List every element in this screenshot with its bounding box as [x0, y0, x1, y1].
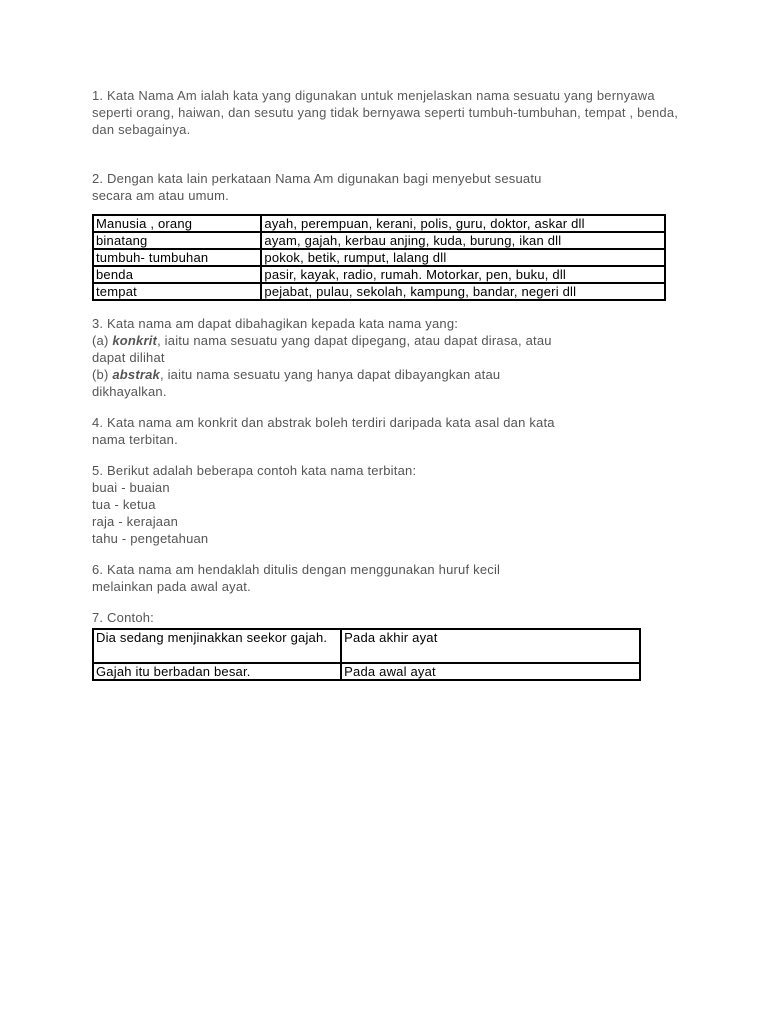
table-cell-category: tempat — [93, 283, 261, 300]
table-row — [93, 232, 665, 249]
paragraph-3b-line-2: dikhayalkan. — [92, 384, 167, 399]
paragraph-2-line-2: secara am atau umum. — [92, 188, 229, 203]
paragraph-3a — [92, 332, 682, 349]
term-abstrak: abstrak — [112, 367, 160, 382]
table-cell-examples: ayam, gajah, kerbau anjing, kuda, burung, ikan dll — [261, 232, 665, 249]
table-cell-category: Manusia , orang — [93, 215, 261, 232]
table-cell-examples: pokok, betik, rumput, lalang dll — [261, 249, 665, 266]
table-cell-category: binatang — [93, 232, 261, 249]
table-row — [93, 283, 665, 300]
paragraph-1: 1. Kata Nama Am ialah kata yang digunakan untuk menjelaskan nama sesuatu yang bernyawa seperti orang, haiwan, dan sesutu yang tidak bernyawa seperti tumbuh-tumbuhan, tempat , benda, dan sebagainya. — [92, 88, 679, 137]
example-word-2: tua - ketua — [92, 497, 156, 512]
noun-category-table — [92, 214, 666, 301]
table-cell-category: tumbuh- tumbuhan — [93, 249, 261, 266]
paragraph-4-line-2: nama terbitan. — [92, 432, 178, 447]
paragraph-4-line-1: 4. Kata nama am konkrit dan abstrak boleh terdiri daripada kata asal dan kata — [92, 415, 555, 430]
table-cell-examples: pasir, kayak, radio, rumah. Motorkar, pen, buku, dll — [261, 266, 665, 283]
table-cell-note: Pada akhir ayat — [341, 629, 640, 663]
paragraph-3a-rest: , iaitu nama sesuatu yang dapat dipegang, atau dapat dirasa, atau — [157, 333, 552, 348]
paragraph-2-line-1: 2. Dengan kata lain perkataan Nama Am digunakan bagi menyebut sesuatu — [92, 171, 542, 186]
example-word-4: tahu - pengetahuan — [92, 531, 209, 546]
table-cell-sentence: Gajah itu berbadan besar. — [93, 663, 341, 680]
example-word-1: buai - buaian — [92, 480, 170, 495]
paragraph-6-line-1: 6. Kata nama am hendaklah ditulis dengan menggunakan huruf kecil — [92, 562, 501, 577]
table-row — [93, 266, 665, 283]
table-row — [93, 249, 665, 266]
table-cell-note: Pada awal ayat — [341, 663, 640, 680]
table-cell-category: benda — [93, 266, 261, 283]
table-cell-examples: pejabat, pulau, sekolah, kampung, bandar, negeri dll — [261, 283, 665, 300]
paragraph-3a-prefix: (a) — [92, 333, 113, 348]
paragraph-3b — [92, 366, 682, 383]
paragraph-3b-prefix: (b) — [92, 367, 113, 382]
table-cell-examples: ayah, perempuan, kerani, polis, guru, doktor, askar dll — [261, 215, 665, 232]
table-row — [93, 663, 640, 680]
table-cell-sentence: Dia sedang menjinakkan seekor gajah. — [93, 629, 341, 663]
paragraph-6-line-2: melainkan pada awal ayat. — [92, 579, 251, 594]
paragraph-7: 7. Contoh: — [92, 610, 154, 625]
paragraph-3b-rest: , iaitu nama sesuatu yang hanya dapat dibayangkan atau — [159, 367, 501, 382]
document-page — [92, 87, 682, 681]
paragraph-5-line-1: 5. Berikut adalah beberapa contoh kata nama terbitan: — [92, 463, 417, 478]
table-row — [93, 215, 665, 232]
paragraph-3a-line-2: dapat dilihat — [92, 350, 165, 365]
paragraph-3-line-1: 3. Kata nama am dapat dibahagikan kepada kata nama yang: — [92, 316, 459, 331]
example-word-3: raja - kerajaan — [92, 514, 179, 529]
table-row — [93, 629, 640, 663]
example-sentence-table — [92, 628, 641, 681]
term-konkrit: konkrit — [112, 333, 158, 348]
